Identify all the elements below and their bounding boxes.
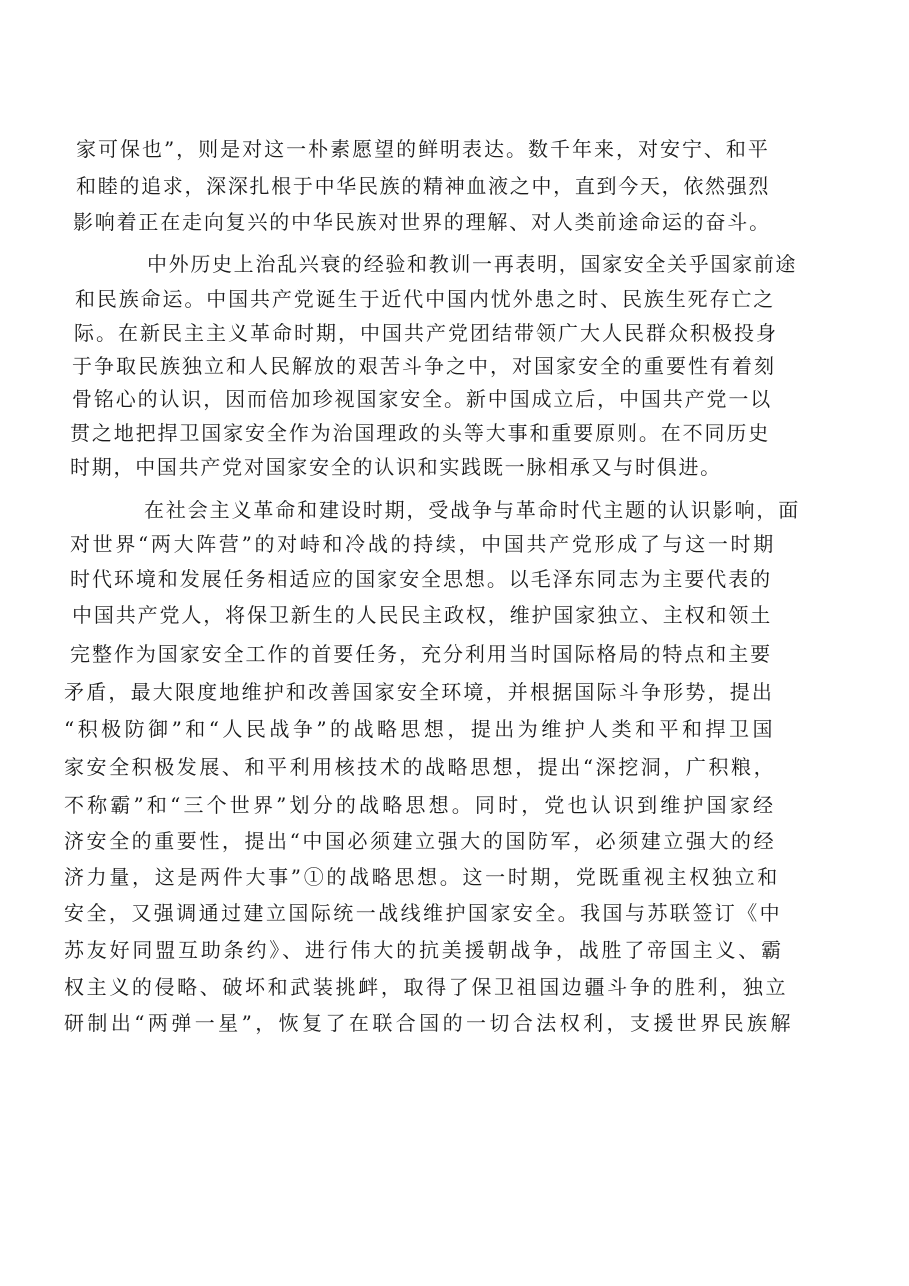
text-line: 时代环境和发展任务相适应的国家安全思想。以毛泽东同志为主要代表的 <box>70 567 773 591</box>
text-line: 矛盾，最大限度地维护和改善国家安全环境，并根据国际斗争形势，提出 <box>64 680 775 704</box>
text-line: 和民族命运。中国共产党诞生于近代中国内忧外患之时、民族生死存亡之 <box>75 287 776 311</box>
text-line: 于争取民族独立和人民解放的艰苦斗争之中，对国家安全的重要性有着刻 <box>72 354 776 378</box>
text-line: 中外历史上治乱兴衰的经验和教训一再表明，国家安全关乎国家前途 <box>147 252 798 276</box>
text-line: 时期，中国共产党对国家安全的认识和实践既一脉相承又与时俱进。 <box>70 455 722 479</box>
text-line: 际。在新民主主义革命时期，中国共产党团结带领广大人民群众积极投身 <box>74 321 778 345</box>
text-line: 影响着正在走向复兴的中华民族对世界的理解、对人类前途命运的奋斗。 <box>73 210 771 234</box>
text-line: 对世界“两大阵营”的对峙和冷战的持续，中国共产党形成了与这一时期 <box>70 532 776 556</box>
text-line: 安全，又强调通过建立国际统一战线维护国家安全。我国与苏联签订《中 <box>64 901 783 925</box>
text-line: 济力量，这是两件大事”①的战略思想。这一时期，党既重视主权独立和 <box>64 865 780 889</box>
text-line: “积极防御”和“人民战争”的战略思想，提出为维护人类和平和捍卫国 <box>64 717 776 741</box>
text-line: 研制出“两弹一星”，恢复了在联合国的一切合法权利，支援世界民族解 <box>64 1011 794 1035</box>
text-line: 和睦的追求，深深扎根于中华民族的精神血液之中，直到今天，依然强烈 <box>76 174 771 198</box>
text-line: 苏友好同盟互助条约》、进行伟大的抗美援朝战争，战胜了帝国主义、霸 <box>64 938 784 962</box>
text-line: 完整作为国家安全工作的首要任务，充分利用当时国际格局的特点和主要 <box>70 642 773 666</box>
text-line: 中国共产党人，将保卫新生的人民民主政权，维护国家独立、主权和领土 <box>72 603 773 627</box>
text-line: 贯之地把捍卫国家安全作为治国理政的头等大事和重要原则。在不同历史 <box>70 421 771 445</box>
text-line: 在社会主义革命和建设时期，受战争与革命时代主题的认识影响，面 <box>144 498 801 522</box>
text-line: 骨铭心的认识，因而倍加珍视国家安全。新中国成立后，中国共产党一以 <box>72 387 773 411</box>
text-line: 济安全的重要性，提出“中国必须建立强大的国防军，必须建立强大的经 <box>64 829 777 853</box>
text-line: 不称霸”和“三个世界”划分的战略思想。同时，党也认识到维护国家经 <box>64 793 777 817</box>
text-line: 家可保也”，则是对这一朴素愿望的鲜明表达。数千年来，对安宁、和平 <box>76 137 770 161</box>
text-line: 家安全积极发展、和平利用核技术的战略思想，提出“深挖洞，广积粮， <box>64 755 777 779</box>
text-line: 权主义的侵略、破坏和武装挑衅，取得了保卫祖国边疆斗争的胜利，独立 <box>64 975 789 999</box>
